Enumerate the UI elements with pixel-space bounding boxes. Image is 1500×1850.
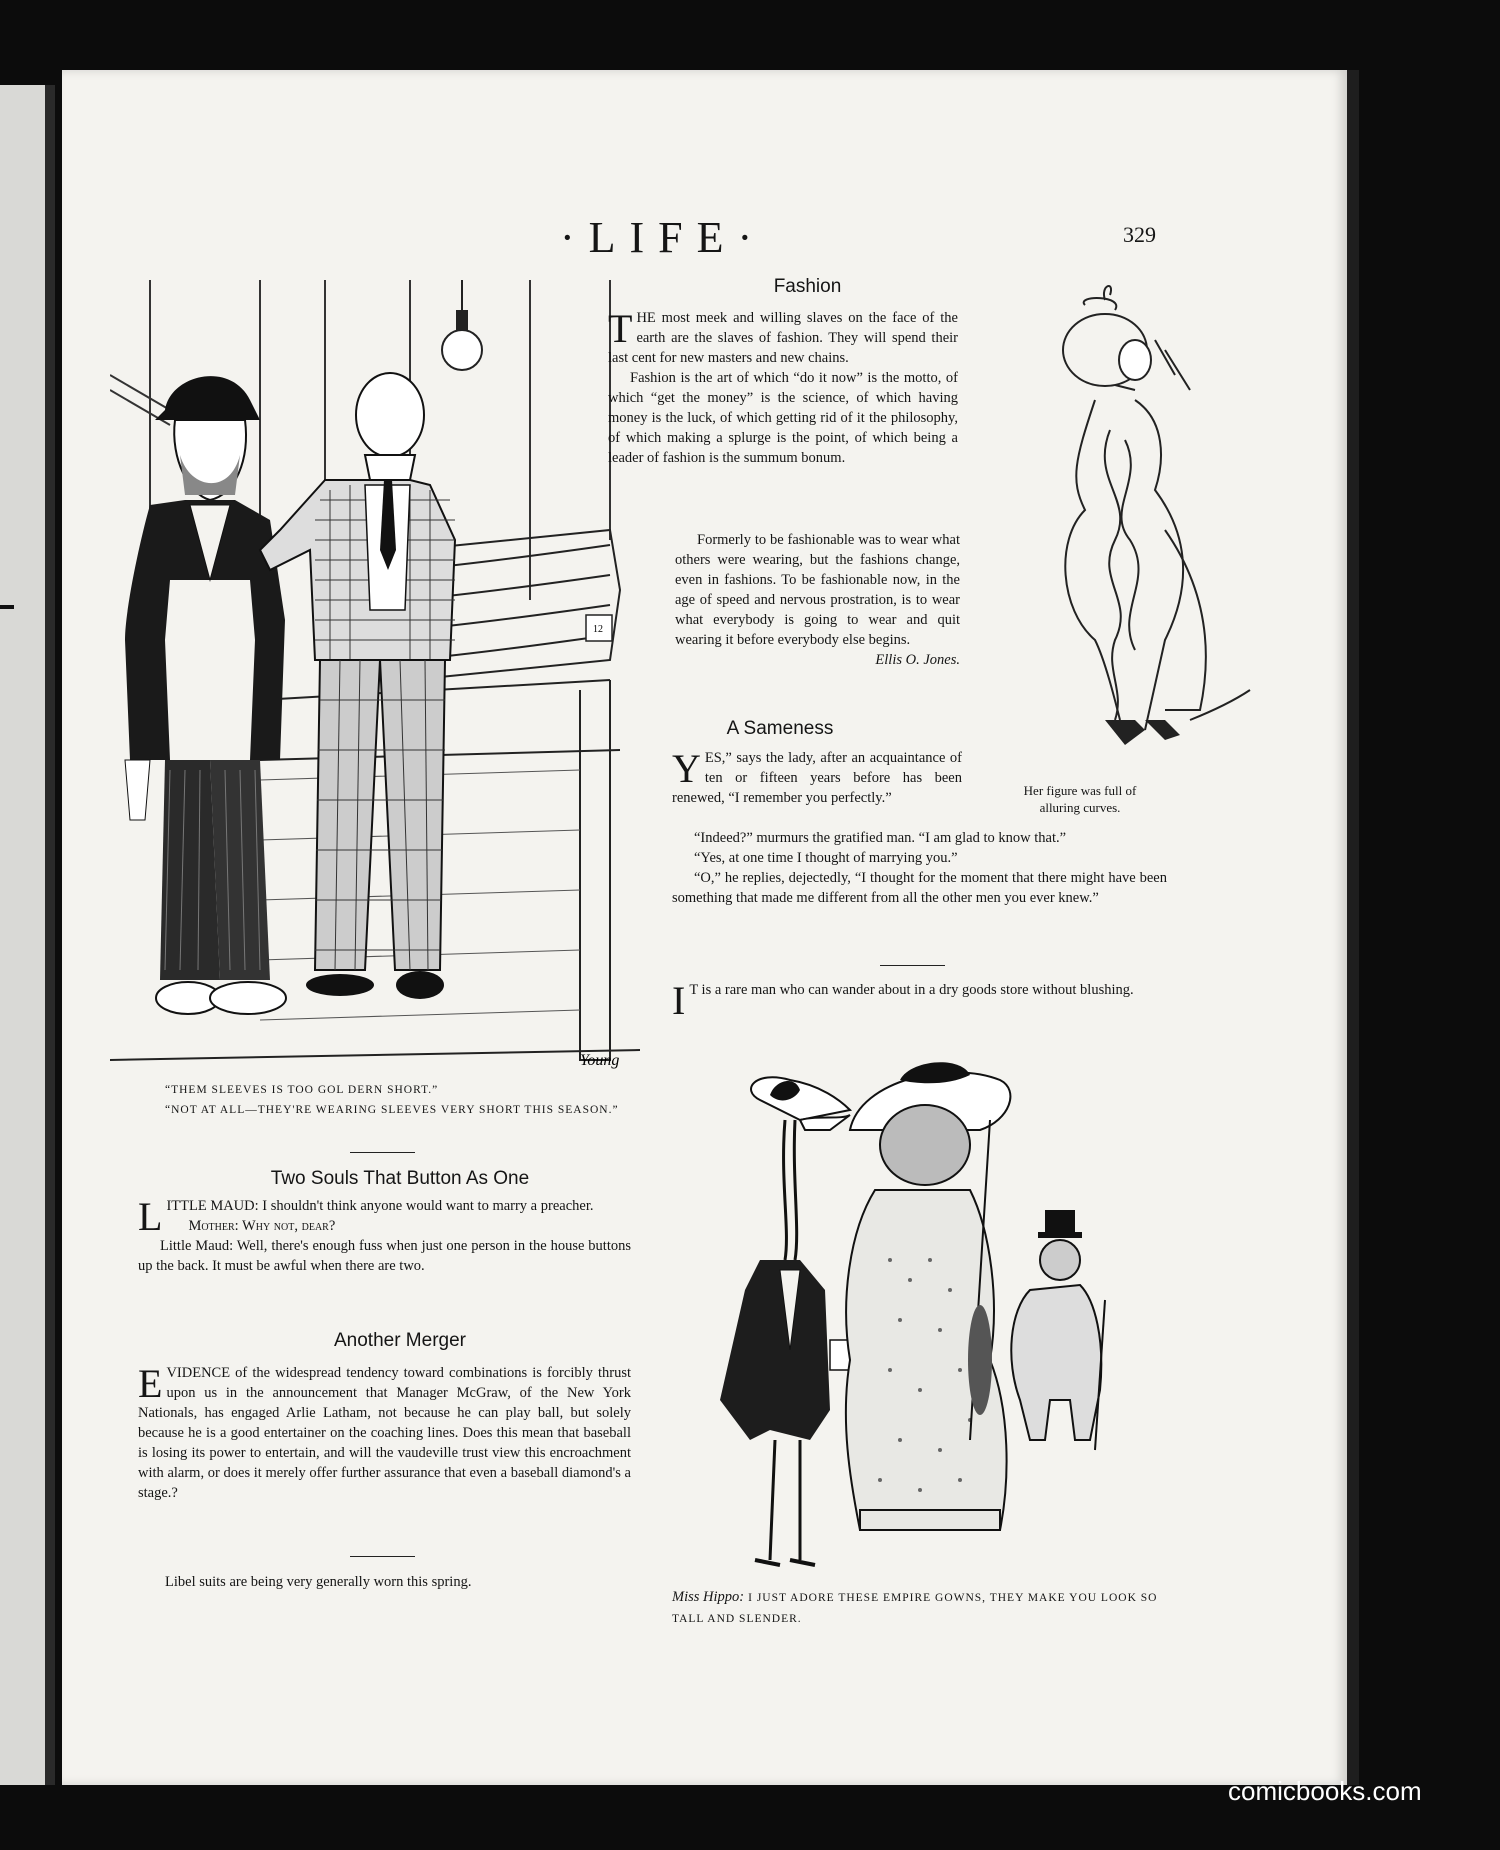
another-merger-body <box>138 1363 631 1503</box>
lady-caption-line1: Her figure was full of <box>1023 783 1137 798</box>
fashion-drop-cap: T <box>608 306 633 351</box>
fashion-paragraph-3: Formerly to be fashionable was to wear what others were wearing, but the fashions change, even in fashions. To be fashionable now, in the age of speed and nervous prostration, is to wear what everybody is going to wear and quit wearing it before everybody else begins. <box>675 532 960 648</box>
cartoon-caption-line2: “NOT AT ALL—THEY'RE WEARING SLEEVES VERY SHORT THIS SEASON.” <box>165 1104 619 1116</box>
two-souls-body <box>138 1196 631 1276</box>
masthead-title: ·LIFE· <box>560 213 767 262</box>
sameness-paragraph-1: ES,” says the lady, after an acquaintance of ten or fifteen years before has been renewed, “I remember you perfectly.” <box>672 750 962 806</box>
fashion-paragraph-2: Fashion is the art of which “do it now” is the motto, of which “get the money” is the science, of which having money is the luck, of which getting rid of it the philosophy, of which making a splurge is the point, of which being a leader of fashion is the summum bonum. <box>608 370 958 466</box>
monkey-figure <box>1011 1210 1105 1450</box>
another-merger-paragraph: VIDENCE of the widespread tendency toward combinations is forcibly thrust upon us in the announcement that Manager McGraw, of the New York Nationals, has engaged Arlie Latham, not because he can play ball, but solely because he is a good entertainer on the coaching lines. Does this mean that baseball is losing its power to entertain, and will the vaudeville trust view this encroachment with alarm, or does it merely offer further assurance that even a baseball diamond's a stage.? <box>138 1365 631 1501</box>
sameness-drop-cap: Y <box>672 746 701 791</box>
two-souls-paragraph-3: Little Maud: Well, there's enough fuss when just one person in the house buttons up the back. It must be awful when there are two. <box>138 1238 631 1274</box>
fashion-body-top <box>608 308 958 468</box>
divider-rule <box>350 1556 415 1557</box>
divider-rule <box>880 965 945 966</box>
gutter-mark <box>0 605 14 609</box>
watermark: comicbooks.com <box>1228 1776 1422 1806</box>
fashion-paragraph-1: HE most meek and willing slaves on the face of the earth are the slaves of fashion. They will spend their last cent for new masters and new chains. <box>608 310 958 366</box>
cartoon-store-clerk-illustration <box>110 280 640 1080</box>
fashion-heading: Fashion <box>773 276 842 297</box>
two-souls-paragraph-1: ITTLE MAUD: I shouldn't think anyone would want to marry a preacher. <box>166 1198 594 1214</box>
ostrich-figure <box>720 1077 854 1565</box>
another-merger-drop-cap: E <box>138 1361 163 1406</box>
sameness-body <box>672 828 1167 908</box>
sameness-lead <box>672 748 962 808</box>
hippo-figure <box>846 1062 1011 1530</box>
two-souls-drop-cap: L <box>138 1194 163 1239</box>
page-number: 329 <box>1123 222 1156 247</box>
page-edge-shadow <box>1347 70 1359 1785</box>
two-souls-paragraph-2: Mother: Why not, dear? <box>188 1218 336 1234</box>
sameness-heading: A Sameness <box>726 718 834 739</box>
lady-caption <box>975 782 1185 816</box>
two-souls-heading: Two Souls That Button As One <box>270 1168 530 1189</box>
hippo-caption-text: I JUST ADORE THESE EMPIRE GOWNS, THEY MAKE YOU LOOK SO TALL AND SLENDER. <box>672 1592 1158 1625</box>
rare-man-drop-cap: I <box>672 978 686 1023</box>
lady-caption-line2: alluring curves. <box>1039 800 1121 815</box>
hippo-ostrich-monkey-cartoon <box>700 1060 1170 1570</box>
rare-man-joke <box>672 978 1167 1023</box>
hippo-caption <box>672 1587 1167 1629</box>
another-merger-heading: Another Merger <box>333 1330 466 1351</box>
fashion-author: Ellis O. Jones. <box>875 652 960 668</box>
cartoon-caption-line1: “THEM SLEEVES IS TOO GOL DERN SHORT.” <box>165 1084 439 1096</box>
price-sign-text: 12 <box>593 624 603 635</box>
libel-joke: Libel suits are being very generally worn this spring. <box>165 1574 472 1590</box>
divider-rule <box>350 1152 415 1153</box>
fashionable-lady-illustration <box>1015 280 1255 760</box>
book-gutter <box>45 85 55 1785</box>
hippo-caption-speaker: Miss Hippo: <box>672 1589 745 1605</box>
artist-signature: Young <box>580 1052 620 1069</box>
fashion-body-bottom <box>675 530 960 670</box>
sameness-paragraph-2: “Indeed?” murmurs the gratified man. “I am glad to know that.” <box>694 830 1067 846</box>
rare-man-text: T is a rare man who can wander about in a dry goods store without blushing. <box>689 982 1134 998</box>
sameness-paragraph-4: “O,” he replies, dejectedly, “I thought for the moment that there might have been something that made me different from all the other men you ever knew.” <box>672 870 1167 906</box>
sameness-paragraph-3: “Yes, at one time I thought of marrying you.” <box>694 850 958 866</box>
